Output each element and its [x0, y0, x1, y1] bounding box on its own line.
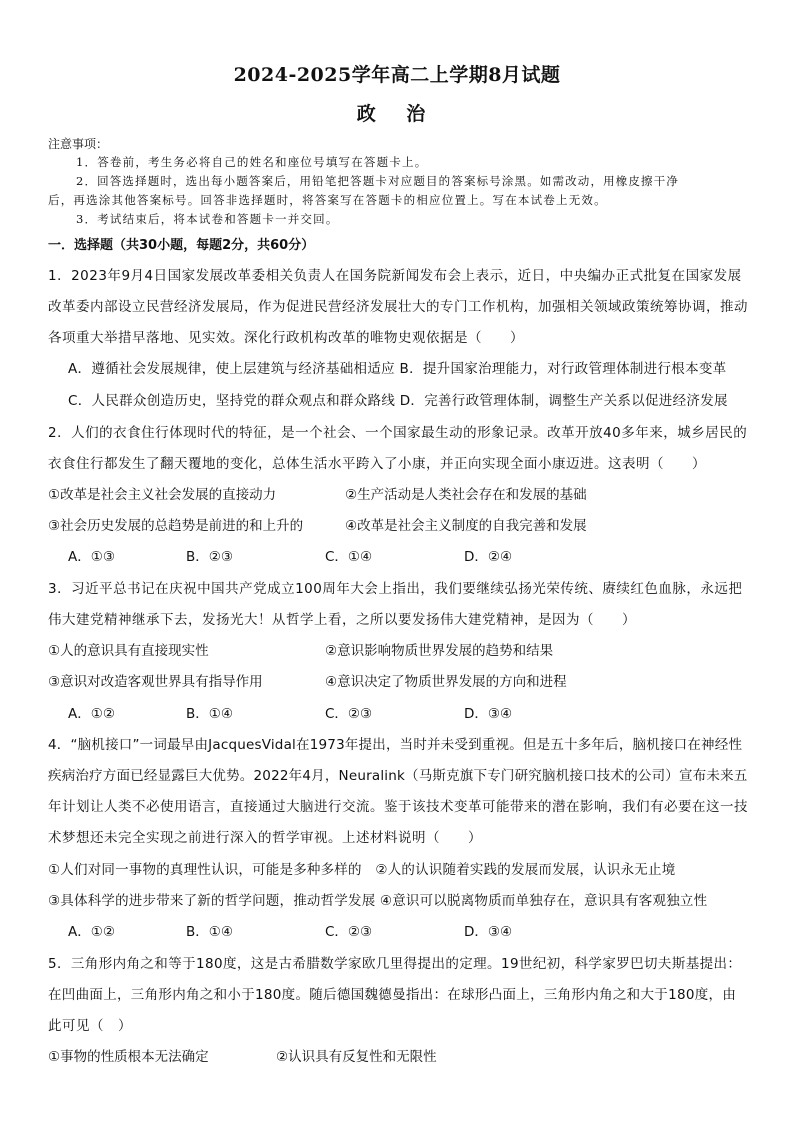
q4-choice-d: D．③④ [464, 924, 513, 940]
q4-statements-3-4: ③具体科学的进步带来了新的哲学问题，推动哲学发展 ④意识可以脱离物质而单独存在，意识具有客观独立性 [48, 893, 708, 909]
q4-line-1: 4．“脑机接口”一词最早由JacquesVidal在1973年提出，当时并未受到重视。但是五十多年后，脑机接口在神经性 [48, 737, 743, 753]
q2-choice-b: B．②③ [186, 549, 233, 565]
notes-heading: 注意事项： [48, 137, 109, 151]
q3-choice-a: A．①② [68, 706, 115, 722]
q2-choice-a: A．①③ [68, 549, 115, 565]
subject-title: 政 治 [356, 103, 438, 125]
q4-choice-c: C．②③ [325, 924, 373, 940]
q3-statement-4: ④意识决定了物质世界发展的方向和进程 [325, 674, 567, 690]
note-line-1: 1．答卷前，考生务必将自己的姓名和座位号填写在答题卡上。 [76, 155, 428, 169]
q1-line-3: 各项重大举措早落地、见实效。深化行政机构改革的唯物史观依据是（ ） [48, 330, 524, 346]
q2-choice-d: D．②④ [464, 549, 513, 565]
q2-statement-2: ②生产活动是人类社会存在和发展的基础 [345, 487, 587, 503]
q2-statement-4: ④改革是社会主义制度的自我完善和发展 [345, 518, 587, 534]
q3-choice-c: C．②③ [325, 706, 373, 722]
q5-line-1: 5．三角形内角之和等于180度，这是古希腊数学家欧几里得提出的定理。19世纪初，科学家罗巴切夫斯基提出： [48, 956, 742, 972]
q2-statement-1: ①改革是社会主义社会发展的直接动力 [48, 487, 277, 503]
q5-statement-2: ②认识具有反复性和无限性 [276, 1049, 437, 1065]
q4-line-3: 年计划让人类不必使用语言，直接通过大脑进行交流。鉴于该技术变革可能带来的潜在影响，我们有必要在这一技 [48, 799, 748, 815]
q1-line-2: 改革委内部设立民营经济发展局，作为促进民营经济发展壮大的专门工作机构，加强相关领域政策统筹协调，推动 [48, 299, 748, 315]
q4-choice-b: B．①④ [186, 924, 233, 940]
note-line-2a: 2．回答选择题时，选出每小题答案后，用铅笔把答题卡对应题目的答案标号涂黑。如需改动，用橡皮擦干净 [76, 174, 680, 188]
q2-line-2: 衣食住行都发生了翻天覆地的变化，总体生活水平跨入了小康，并正向实现全面小康迈进。这表明（ ） [48, 456, 706, 472]
q1-line-1: 1．2023年9月4日国家发展改革委相关负责人在国务院新闻发布会上表示，近日，中央编办正式批复在国家发展 [48, 268, 742, 284]
q4-line-4: 术梦想还未完全实现之前进行深入的哲学审视。上述材料说明（ ） [48, 830, 482, 846]
q2-choice-c: C．①④ [325, 549, 373, 565]
q4-line-2: 疾病治疗方面已经显露巨大优势。2022年4月，Neuralink（马斯克旗下专门研究脑机接口技术的公司）宣布未来五 [48, 768, 748, 784]
q5-line-2: 在凹曲面上，三角形内角之和小于180度。随后德国魏德曼指出：在球形凸面上，三角形内角之和大于180度，由 [48, 987, 737, 1003]
q1-options-cd: C．人民群众创造历史，坚持党的群众观点和群众路线 D．完善行政管理体制，调整生产关系以促进经济发展 [68, 393, 728, 409]
q5-line-3: 此可见（ ） [48, 1018, 132, 1034]
exam-title: 2024-2025学年高二上学期8月试题 [233, 64, 561, 86]
q3-line-2: 伟大建党精神继承下去，发扬光大！从哲学上看，之所以要发扬伟大建党精神，是因为（ ） [48, 612, 636, 628]
q1-options-ab: A．遵循社会发展规律，使上层建筑与经济基础相适应 B．提升国家治理能力，对行政管理体制进行根本变革 [68, 361, 727, 377]
q3-choice-b: B．①④ [186, 706, 233, 722]
q2-line-1: 2．人们的衣食住行体现时代的特征，是一个社会、一个国家最生动的形象记录。改革开放40多年来，城乡居民的 [48, 425, 748, 441]
q2-statement-3: ③社会历史发展的总趋势是前进的和上升的 [48, 518, 304, 534]
q5-statement-1: ①事物的性质根本无法确定 [48, 1049, 209, 1065]
q3-statement-3: ③意识对改造客观世界具有指导作用 [48, 674, 263, 690]
section-heading: 一．选择题（共30小题，每题2分，共60分） [48, 238, 315, 253]
q3-line-1: 3．习近平总书记在庆祝中国共产党成立100周年大会上指出，我们要继续弘扬光荣传统、赓续红色血脉，永远把 [48, 581, 743, 597]
q4-statements-1-2: ①人们对同一事物的真理性认识，可能是多种多样的 ②人的认识随着实践的发展而发展，认识永无止境 [48, 862, 676, 878]
q3-choice-d: D．③④ [464, 706, 513, 722]
q3-statement-2: ②意识影响物质世界发展的趋势和结果 [325, 643, 554, 659]
q4-choice-a: A．①② [68, 924, 115, 940]
note-line-3: 3．考试结束后，将本试卷和答题卡一并交回。 [76, 212, 339, 226]
note-line-2b: 后，再选涂其他答案标号。回答非选择题时，将答案写在答题卡的相应位置上。写在本试卷上无效。 [48, 193, 607, 207]
q3-statement-1: ①人的意识具有直接现实性 [48, 643, 209, 659]
